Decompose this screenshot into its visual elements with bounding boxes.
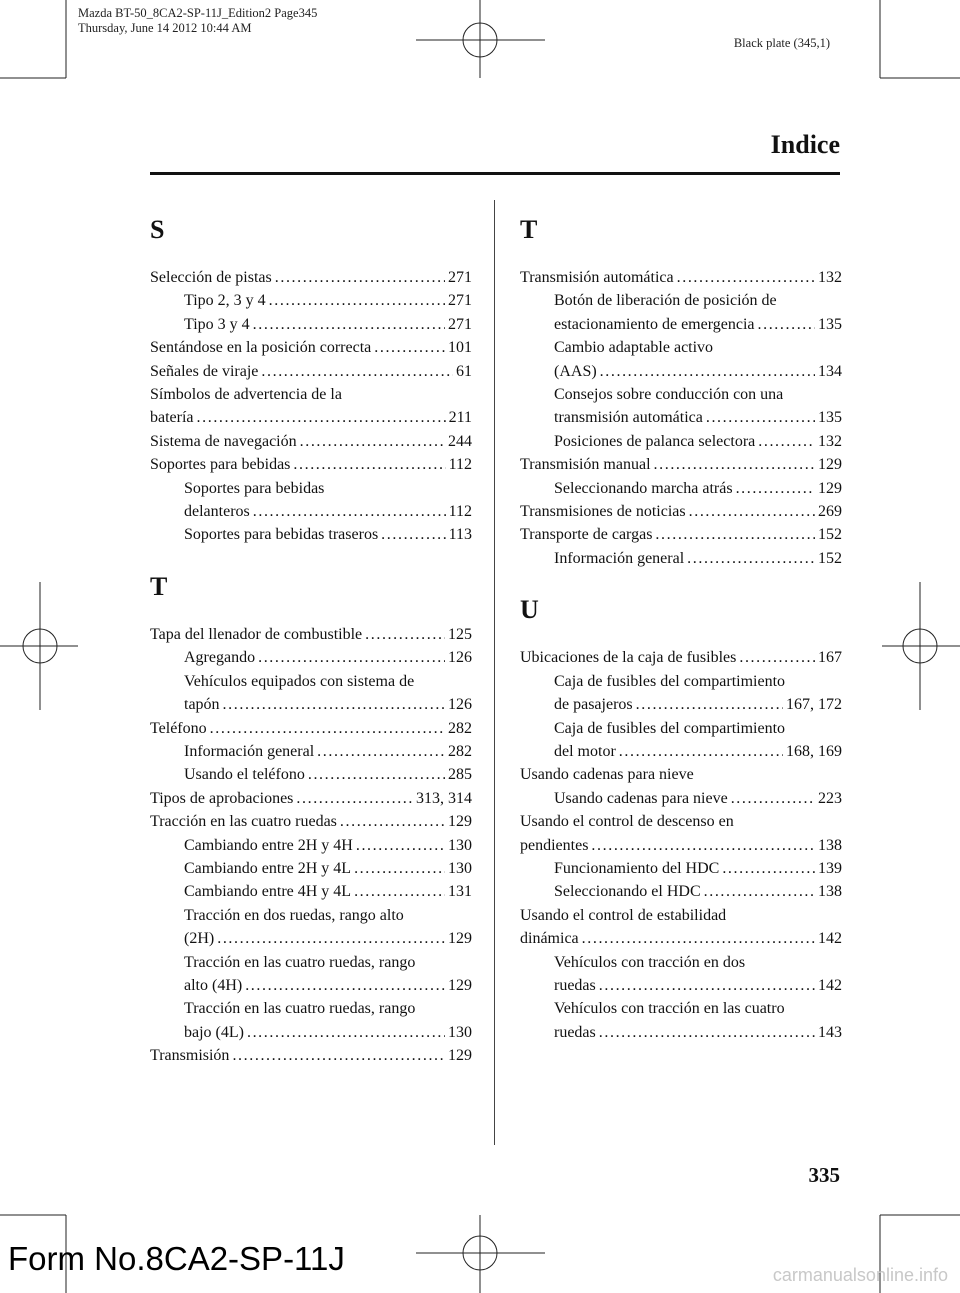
dot-leader bbox=[755, 430, 815, 453]
index-entry bbox=[520, 927, 842, 950]
index-entry bbox=[150, 430, 472, 453]
index-entry bbox=[520, 997, 842, 1020]
index-entry bbox=[150, 974, 472, 997]
index-entry bbox=[150, 500, 472, 523]
index-column-left bbox=[150, 212, 472, 1068]
index-entry bbox=[520, 289, 842, 312]
index-entry bbox=[520, 313, 842, 336]
entry-page: 135 bbox=[818, 315, 842, 333]
index-entry bbox=[520, 523, 842, 546]
index-entry bbox=[520, 430, 842, 453]
entry-page: 282 bbox=[448, 742, 472, 760]
dot-leader bbox=[293, 787, 413, 810]
entry-page: 139 bbox=[818, 859, 842, 877]
entry-page: 113 bbox=[448, 526, 472, 544]
entry-text: Tracción en las cuatro ruedas bbox=[150, 813, 337, 831]
entry-list bbox=[520, 646, 842, 1044]
index-entry bbox=[150, 360, 472, 383]
entry-text: Usando el control de estabilidad bbox=[520, 906, 727, 924]
index-entry bbox=[520, 336, 842, 359]
index-entry bbox=[150, 289, 472, 312]
entry-page: 129 bbox=[448, 976, 472, 994]
entry-text: Cambio adaptable activo bbox=[554, 339, 714, 357]
index-entry bbox=[520, 383, 842, 406]
entry-page: 167, 172 bbox=[786, 696, 842, 714]
entry-page: 211 bbox=[448, 409, 472, 427]
index-entry bbox=[150, 266, 472, 289]
entry-text: Selección de pistas bbox=[150, 269, 272, 286]
entry-page: 138 bbox=[818, 836, 842, 854]
entry-text: Ubicaciones de la caja de fusibles bbox=[520, 649, 737, 667]
entry-text: alto (4H) bbox=[184, 976, 243, 994]
entry-text: Posiciones de palanca selectora bbox=[554, 432, 756, 450]
entry-text: de pasajeros bbox=[554, 696, 633, 714]
dot-leader bbox=[701, 880, 815, 903]
entry-page: 134 bbox=[818, 362, 842, 380]
entry-page: 244 bbox=[448, 432, 472, 450]
entry-page: 126 bbox=[448, 649, 472, 667]
index-entry bbox=[520, 670, 842, 693]
entry-page: 129 bbox=[448, 813, 472, 831]
entry-page: 142 bbox=[818, 976, 842, 994]
entry-text: Tracción en las cuatro ruedas, rango bbox=[184, 1000, 416, 1018]
entry-text: Transmisión manual bbox=[520, 456, 651, 474]
dot-leader bbox=[652, 523, 815, 546]
entry-text: (2H) bbox=[184, 930, 215, 948]
entry-text: Usando el control de descenso en bbox=[520, 813, 734, 831]
entry-text: Transmisión bbox=[150, 1047, 230, 1065]
entry-text: Usando cadenas para nieve bbox=[554, 789, 728, 807]
index-entry bbox=[150, 1021, 472, 1044]
index-entry bbox=[520, 904, 842, 927]
index-entry bbox=[150, 927, 472, 950]
column-divider bbox=[494, 200, 495, 1145]
entry-text: Seleccionando el HDC bbox=[554, 883, 701, 901]
dot-leader bbox=[362, 623, 445, 646]
dot-leader bbox=[305, 763, 445, 786]
entry-text: Agregando bbox=[184, 649, 256, 667]
index-entry bbox=[520, 857, 842, 880]
form-number: Form No.8CA2-SP-11J bbox=[8, 1240, 345, 1277]
entry-page: 130 bbox=[448, 859, 472, 877]
index-entry bbox=[150, 1044, 472, 1067]
entry-text: Caja de fusibles del compartimiento bbox=[554, 672, 786, 690]
entry-list bbox=[150, 266, 472, 547]
entry-text: pendientes bbox=[520, 836, 589, 854]
index-entry bbox=[150, 406, 472, 429]
entry-page: 101 bbox=[448, 339, 472, 357]
entry-text: Botón de liberación de posición de bbox=[554, 292, 777, 310]
entry-page: 271 bbox=[448, 269, 472, 286]
entry-text: Cambiando entre 4H y 4L bbox=[184, 883, 352, 901]
dot-leader bbox=[255, 646, 445, 669]
entry-text: Soportes para bebidas traseros bbox=[184, 526, 379, 544]
entry-text: Cambiando entre 2H y 4L bbox=[184, 859, 352, 877]
dot-leader bbox=[728, 787, 815, 810]
index-entry bbox=[520, 740, 842, 763]
entry-page: 130 bbox=[448, 1023, 472, 1041]
dot-leader bbox=[351, 857, 445, 880]
entry-page: 129 bbox=[818, 456, 842, 474]
index-entry bbox=[150, 523, 472, 546]
entry-text: Tapa del llenador de combustible bbox=[150, 625, 363, 643]
entry-page: 125 bbox=[448, 625, 472, 643]
entry-text: Información general bbox=[184, 742, 315, 760]
index-entry bbox=[150, 787, 472, 810]
entry-page: 152 bbox=[818, 549, 842, 567]
entry-page: 132 bbox=[818, 269, 842, 286]
index-entry bbox=[150, 857, 472, 880]
entry-list bbox=[150, 623, 472, 1068]
entry-page: 138 bbox=[818, 883, 842, 901]
index-entry bbox=[150, 477, 472, 500]
index-entry bbox=[520, 951, 842, 974]
dot-leader bbox=[242, 974, 445, 997]
dot-leader bbox=[674, 266, 815, 289]
index-entry bbox=[520, 834, 842, 857]
index-entry bbox=[150, 383, 472, 406]
index-entry bbox=[150, 951, 472, 974]
index-entry bbox=[520, 717, 842, 740]
dot-leader bbox=[272, 266, 445, 289]
entry-text: Tracción en las cuatro ruedas, rango bbox=[184, 953, 416, 971]
dot-leader bbox=[651, 453, 815, 476]
dot-leader bbox=[633, 693, 783, 716]
index-entry bbox=[150, 623, 472, 646]
entry-text: dinámica bbox=[520, 930, 579, 948]
entry-text: Transmisión automática bbox=[520, 269, 674, 286]
index-entry bbox=[520, 547, 842, 570]
dot-leader bbox=[579, 927, 815, 950]
entry-text: estacionamiento de emergencia bbox=[554, 315, 755, 333]
watermark: carmanualsonline.info bbox=[772, 1265, 948, 1285]
entry-text: Transporte de cargas bbox=[520, 526, 653, 544]
entry-text: Vehículos con tracción en las cuatro bbox=[554, 1000, 785, 1018]
index-entry bbox=[150, 313, 472, 336]
dot-leader bbox=[703, 406, 815, 429]
index-entry bbox=[150, 453, 472, 476]
index-entry bbox=[150, 693, 472, 716]
entry-page: 142 bbox=[818, 930, 842, 948]
index-entry bbox=[520, 693, 842, 716]
entry-text: Cambiando entre 2H y 4H bbox=[184, 836, 353, 854]
dot-leader bbox=[229, 1044, 445, 1067]
entry-page: 130 bbox=[448, 836, 472, 854]
dot-leader bbox=[194, 406, 446, 429]
dot-leader bbox=[733, 477, 815, 500]
plate-label: Black plate (345,1) bbox=[733, 36, 830, 50]
entry-text: bajo (4L) bbox=[184, 1023, 244, 1041]
entry-text: Usando el teléfono bbox=[184, 766, 305, 784]
entry-list bbox=[520, 266, 842, 570]
dot-leader bbox=[616, 740, 783, 763]
dot-leader bbox=[353, 834, 445, 857]
entry-page: 223 bbox=[818, 789, 842, 807]
index-entry bbox=[520, 1021, 842, 1044]
entry-page: 129 bbox=[818, 479, 842, 497]
entry-page: 152 bbox=[818, 526, 842, 544]
entry-page: 131 bbox=[448, 883, 472, 901]
index-entry bbox=[150, 646, 472, 669]
entry-text: transmisión automática bbox=[554, 409, 703, 427]
entry-text: Tracción en dos ruedas, rango alto bbox=[184, 906, 404, 924]
entry-text: Soportes para bebidas bbox=[150, 456, 291, 474]
entry-text: Señales de viraje bbox=[150, 362, 259, 380]
entry-text: tapón bbox=[184, 696, 220, 714]
dot-leader bbox=[250, 500, 446, 523]
index-entry bbox=[520, 810, 842, 833]
index-entry bbox=[150, 670, 472, 693]
index-column-right bbox=[520, 212, 842, 1044]
index-entry bbox=[520, 646, 842, 669]
dot-leader bbox=[244, 1021, 445, 1044]
entry-text: Sistema de navegación bbox=[150, 432, 297, 450]
entry-text: delanteros bbox=[184, 503, 250, 521]
entry-page: 313, 314 bbox=[416, 789, 472, 807]
dot-leader bbox=[290, 453, 445, 476]
entry-text: Funcionamiento del HDC bbox=[554, 859, 720, 877]
dot-leader bbox=[371, 336, 445, 359]
index-entry bbox=[520, 406, 842, 429]
index-entry bbox=[150, 904, 472, 927]
dot-leader bbox=[597, 360, 815, 383]
index-entry bbox=[150, 763, 472, 786]
dot-leader bbox=[258, 360, 453, 383]
dot-leader bbox=[755, 313, 816, 336]
entry-text: Vehículos equipados con sistema de bbox=[184, 672, 415, 690]
index-entry bbox=[520, 266, 842, 289]
entry-text: ruedas bbox=[554, 976, 596, 994]
index-entry bbox=[520, 880, 842, 903]
index-entry bbox=[150, 810, 472, 833]
entry-text: Símbolos de advertencia de la bbox=[150, 386, 342, 404]
index-entry bbox=[520, 477, 842, 500]
entry-page: 112 bbox=[448, 456, 472, 474]
entry-text: (AAS) bbox=[554, 362, 597, 380]
index-entry bbox=[150, 740, 472, 763]
entry-text: Tipos de aprobaciones bbox=[150, 789, 294, 807]
entry-page: 129 bbox=[448, 930, 472, 948]
entry-text: del motor bbox=[554, 742, 616, 760]
dot-leader bbox=[250, 313, 445, 336]
title-rule bbox=[150, 172, 840, 175]
entry-page: 112 bbox=[448, 503, 472, 521]
dot-leader bbox=[684, 547, 815, 570]
page-number: 335 bbox=[808, 1163, 840, 1187]
entry-page: 168, 169 bbox=[786, 742, 842, 760]
print-header-line1: Mazda BT-50_8CA2-SP-11J_Edition2 Page345 bbox=[78, 6, 318, 20]
dot-leader bbox=[297, 430, 445, 453]
dot-leader bbox=[686, 500, 815, 523]
dot-leader bbox=[588, 834, 815, 857]
entry-page: 143 bbox=[818, 1023, 842, 1041]
letter-heading: T bbox=[520, 215, 538, 244]
dot-leader bbox=[378, 523, 445, 546]
dot-leader bbox=[351, 880, 445, 903]
index-entry bbox=[150, 834, 472, 857]
letter-heading: T bbox=[150, 571, 168, 601]
entry-page: 132 bbox=[818, 432, 842, 450]
entry-page: 271 bbox=[448, 315, 472, 333]
entry-page: 61 bbox=[456, 362, 472, 380]
entry-text: Teléfono bbox=[150, 719, 207, 737]
index-entry bbox=[520, 787, 842, 810]
dot-leader bbox=[596, 1021, 815, 1044]
dot-leader bbox=[736, 646, 815, 669]
entry-page: 282 bbox=[448, 719, 472, 737]
entry-text: Caja de fusibles del compartimiento bbox=[554, 719, 786, 737]
entry-text: Soportes para bebidas bbox=[184, 479, 325, 497]
index-entry bbox=[520, 453, 842, 476]
entry-text: batería bbox=[150, 409, 194, 427]
section-title: Indice bbox=[770, 130, 840, 159]
entry-text: Transmisiones de noticias bbox=[520, 503, 686, 521]
index-entry bbox=[150, 717, 472, 740]
dot-leader bbox=[220, 693, 445, 716]
dot-leader bbox=[596, 974, 815, 997]
entry-text: Información general bbox=[554, 549, 685, 567]
index-entry bbox=[520, 763, 842, 786]
entry-page: 269 bbox=[818, 503, 842, 521]
letter-heading: S bbox=[150, 215, 165, 244]
dot-leader bbox=[266, 289, 445, 312]
entry-text: Usando cadenas para nieve bbox=[520, 766, 694, 784]
dot-leader bbox=[207, 717, 445, 740]
entry-page: 271 bbox=[448, 292, 472, 310]
print-header-line2: Thursday, June 14 2012 10:44 AM bbox=[78, 21, 252, 35]
entry-text: Consejos sobre conducción con una bbox=[554, 386, 784, 404]
dot-leader bbox=[719, 857, 815, 880]
entry-text: Sentándose en la posición correcta bbox=[150, 339, 372, 357]
index-entry bbox=[520, 974, 842, 997]
letter-heading: U bbox=[520, 595, 539, 625]
index-entry bbox=[520, 360, 842, 383]
entry-page: 129 bbox=[448, 1047, 472, 1065]
index-entry bbox=[150, 336, 472, 359]
print-header bbox=[78, 6, 317, 36]
index-entry bbox=[150, 997, 472, 1020]
entry-text: Tipo 3 y 4 bbox=[184, 315, 250, 333]
entry-text: Seleccionando marcha atrás bbox=[554, 479, 733, 497]
entry-text: Tipo 2, 3 y 4 bbox=[184, 292, 266, 310]
entry-text: ruedas bbox=[554, 1023, 596, 1041]
entry-page: 167 bbox=[818, 649, 842, 667]
entry-page: 135 bbox=[818, 409, 842, 427]
index-entry bbox=[520, 500, 842, 523]
entry-page: 285 bbox=[448, 766, 472, 784]
entry-text: Vehículos con tracción en dos bbox=[554, 953, 746, 971]
dot-leader bbox=[314, 740, 445, 763]
dot-leader bbox=[214, 927, 445, 950]
dot-leader bbox=[337, 810, 445, 833]
entry-page: 126 bbox=[448, 696, 472, 714]
index-entry bbox=[150, 880, 472, 903]
